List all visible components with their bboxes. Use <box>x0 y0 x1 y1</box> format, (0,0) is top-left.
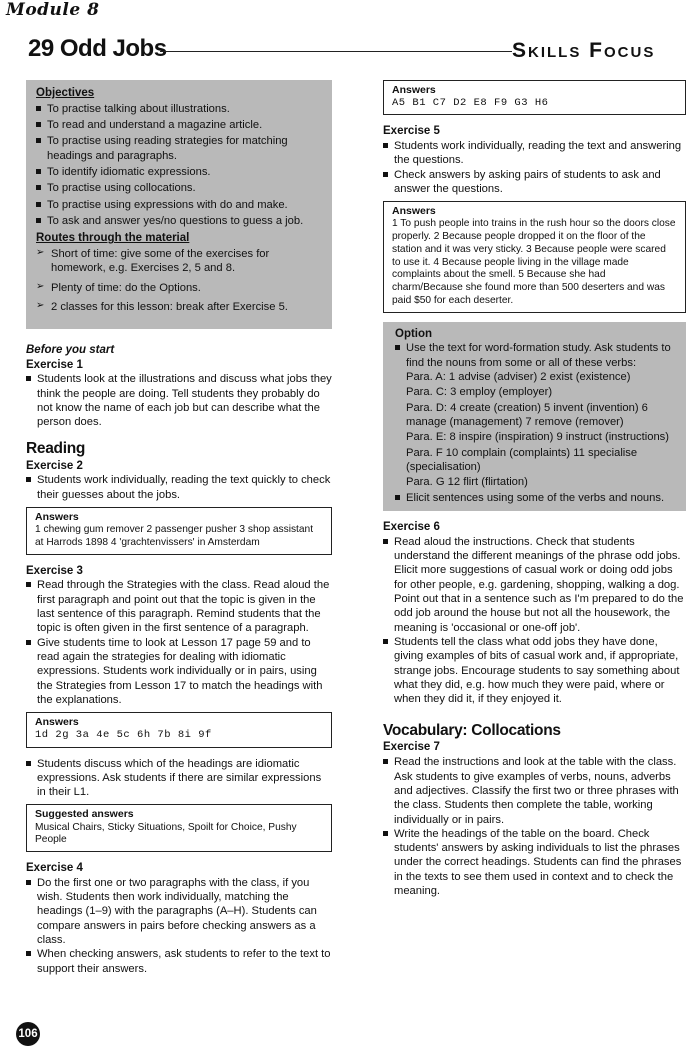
exercise-3-item: Students discuss which of the headings are idiomatic expressions. Ask students if there are similar expressions in their L1. <box>26 757 332 800</box>
exercise-1-list <box>26 372 332 429</box>
suggested-answers-box <box>26 804 332 852</box>
objective-item: To read and understand a magazine article. <box>36 118 322 132</box>
exercise-6-item: Read aloud the instructions. Check that students understand the different meanings of the phrase odd jobs. Elicit more suggestions of casual work or doing odd jobs for other people, e.g. gardening, shopping, walking a dog. Point out that in a sentence such as I'm prepared to do the odd job around the house but not all the housework, the meaning is 'occasional or one-off job'. <box>383 535 686 635</box>
option-heading: Option <box>395 327 433 340</box>
route-item: ➢ Plenty of time: do the Options. <box>36 281 322 295</box>
exercise-2-answers: 1 chewing gum remover 2 passenger pusher 3 shop assistant at Harrods 1898 4 'grachtenvissers' in Amsterdam <box>35 524 314 548</box>
answers-heading: Answers <box>35 510 79 523</box>
answers-heading: Answers <box>392 84 436 96</box>
answers-heading: Answers <box>35 716 79 729</box>
suggested-answers: Musical Chairs, Sticky Situations, Spoilt for Choice, Pushy People <box>35 821 297 846</box>
skills-focus-label: Skills Focus <box>512 39 656 62</box>
exercise-3-answers: 1d 2g 3a 4e 5c 6h 7b 8i 9f <box>35 729 212 742</box>
exercise-6-heading: Exercise 6 <box>383 520 440 533</box>
exercise-4-item: When checking answers, ask students to refer to the text to support their answers. <box>26 947 332 976</box>
exercise-7-list <box>383 755 686 898</box>
route-item: ➢ 2 classes for this lesson: break after Exercise 5. <box>36 300 322 314</box>
option-para-item: Para. G 12 flirt (flirtation) <box>406 476 528 489</box>
exercise-7-item: Read the instructions and look at the table with the class. Ask students to give examples of verbs, nouns, adverbs and adjectives. Classify the first two or three phrases with the class. Students then complete the table, working individually or in pairs. <box>383 755 686 827</box>
objectives-box <box>26 80 332 329</box>
objective-item: To identify idiomatic expressions. <box>36 165 322 179</box>
exercise-4-heading: Exercise 4 <box>26 862 83 875</box>
objective-item: To practise talking about illustrations. <box>36 102 322 116</box>
option-para-item: Para. A: 1 advise (adviser) 2 exist (existence) <box>406 371 631 384</box>
right-column <box>383 80 686 898</box>
option-para-item: Para. D: 4 create (creation) 5 invent (invention) 6 manage (management) 7 remove (remover) <box>406 401 648 429</box>
option-intro-list <box>395 341 676 370</box>
exercise-2-answers-box <box>26 507 332 555</box>
exercise-6-item: Students tell the class what odd jobs they have done, giving examples of bits of casual work and, if appropriate, strange jobs. Encourage students to say something about what they did, e.g. how much they were paid, where or when they did it, if they enjoyed it. <box>383 635 686 707</box>
exercise-4-answers-box <box>383 80 686 115</box>
answers-heading: Answers <box>392 205 436 218</box>
exercise-2-list <box>26 473 332 502</box>
exercise-3-heading: Exercise 3 <box>26 564 83 577</box>
left-column <box>26 80 332 976</box>
before-you-start-heading: Before you start <box>26 344 115 356</box>
suggested-answers-heading: Suggested answers <box>35 808 134 821</box>
exercise-2-heading: Exercise 2 <box>26 459 83 472</box>
option-para-item: Para. E: 8 inspire (inspiration) 9 instruct (instructions) <box>406 431 670 444</box>
exercise-4-item: Do the first one or two paragraphs with the class, if you wish. Students then work individually, matching the headings (1–9) with the paragraphs (A–H). Students can compare answers in pairs before checking answers as a class. <box>26 876 332 948</box>
objective-item: To practise using expressions with do and make. <box>36 198 322 212</box>
exercise-5-list <box>383 139 686 196</box>
exercise-3-answers-box <box>26 712 332 747</box>
exercise-4-answers: A5 B1 C7 D2 E8 F9 G3 H6 <box>392 97 549 110</box>
option-end: Elicit sentences using some of the verbs and nouns. <box>395 491 676 505</box>
objectives-list <box>36 102 322 229</box>
exercise-5-item: Students work individually, reading the text and answering the questions. <box>383 139 686 168</box>
exercise-7-heading: Exercise 7 <box>383 741 440 754</box>
option-end-list <box>395 491 676 505</box>
option-intro: Use the text for word-formation study. Ask students to find the nouns from some or all of these verbs: <box>395 341 676 370</box>
page-number: 106 <box>16 1022 40 1046</box>
option-para-item: Para. C: 3 employ (employer) <box>406 386 553 399</box>
exercise-5-answers: 1 To push people into trains in the rush hour so the doors close properly. 2 Because people dropped it on the floor of the station and it was very sticky. 3 Because people were scared to use it. 4 Because people living in the village made complaints about the smell. 5 Because she had charm/Because she found more than 500 deserters and was paid $50 for each deserter. <box>392 218 676 306</box>
option-box <box>383 322 686 511</box>
routes-list <box>36 247 322 314</box>
route-item: ➢ Short of time: give some of the exercises for homework, e.g. Exercises 2, 5 and 8. <box>36 247 322 276</box>
exercise-6-list <box>383 535 686 707</box>
exercise-1-item: Students look at the illustrations and discuss what jobs they think the people are doing. Tell students they probably do not know the name of each job but can describe what the person does. <box>26 372 332 429</box>
reading-heading: Reading <box>26 439 86 457</box>
objective-item: To ask and answer yes/no questions to guess a job. <box>36 214 322 228</box>
objective-item: To practise using collocations. <box>36 181 322 195</box>
exercise-2-item: Students work individually, reading the text quickly to check their guesses about the jobs. <box>26 473 332 502</box>
exercise-4-list <box>26 876 332 976</box>
option-para-item: Para. F 10 complain (complaints) 11 specialise (specialisation) <box>406 446 638 473</box>
option-paragraph-list <box>395 370 676 490</box>
exercise-3-list-2 <box>26 757 332 800</box>
routes-heading: Routes through the material <box>36 232 190 245</box>
exercise-3-list <box>26 578 332 707</box>
objective-item: To practise using reading strategies for matching headings and paragraphs. <box>36 134 322 163</box>
page-title: 29 Odd Jobs <box>28 35 167 62</box>
exercise-5-item: Check answers by asking pairs of students to ask and answer the questions. <box>383 168 686 197</box>
exercise-5-answers-box <box>383 201 686 312</box>
vocabulary-heading: Vocabulary: Collocations <box>383 721 561 739</box>
module-label: Module 8 <box>6 0 100 20</box>
exercise-3-item: Read through the Strategies with the class. Read aloud the first paragraph and point out that the topic is given in the last sentence of this paragraph. Remind students that the topic is often given in the first sentence of a paragraph. <box>26 578 332 635</box>
objectives-heading: Objectives <box>36 87 95 99</box>
title-rule <box>160 51 512 52</box>
exercise-5-heading: Exercise 5 <box>383 125 440 138</box>
exercise-1-heading: Exercise 1 <box>26 358 83 371</box>
exercise-7-item: Write the headings of the table on the board. Check students' answers by asking individuals to list the phrases under the correct headings. Students can find the phrases in the texts to see them used in context and to check the meaning. <box>383 827 686 899</box>
exercise-3-item: Give students time to look at Lesson 17 page 59 and to read again the strategies for dealing with idiomatic expressions. Students work individually or in pairs, using the Strategies from Lesson 17 to match the headings with the explanations. <box>26 636 332 708</box>
